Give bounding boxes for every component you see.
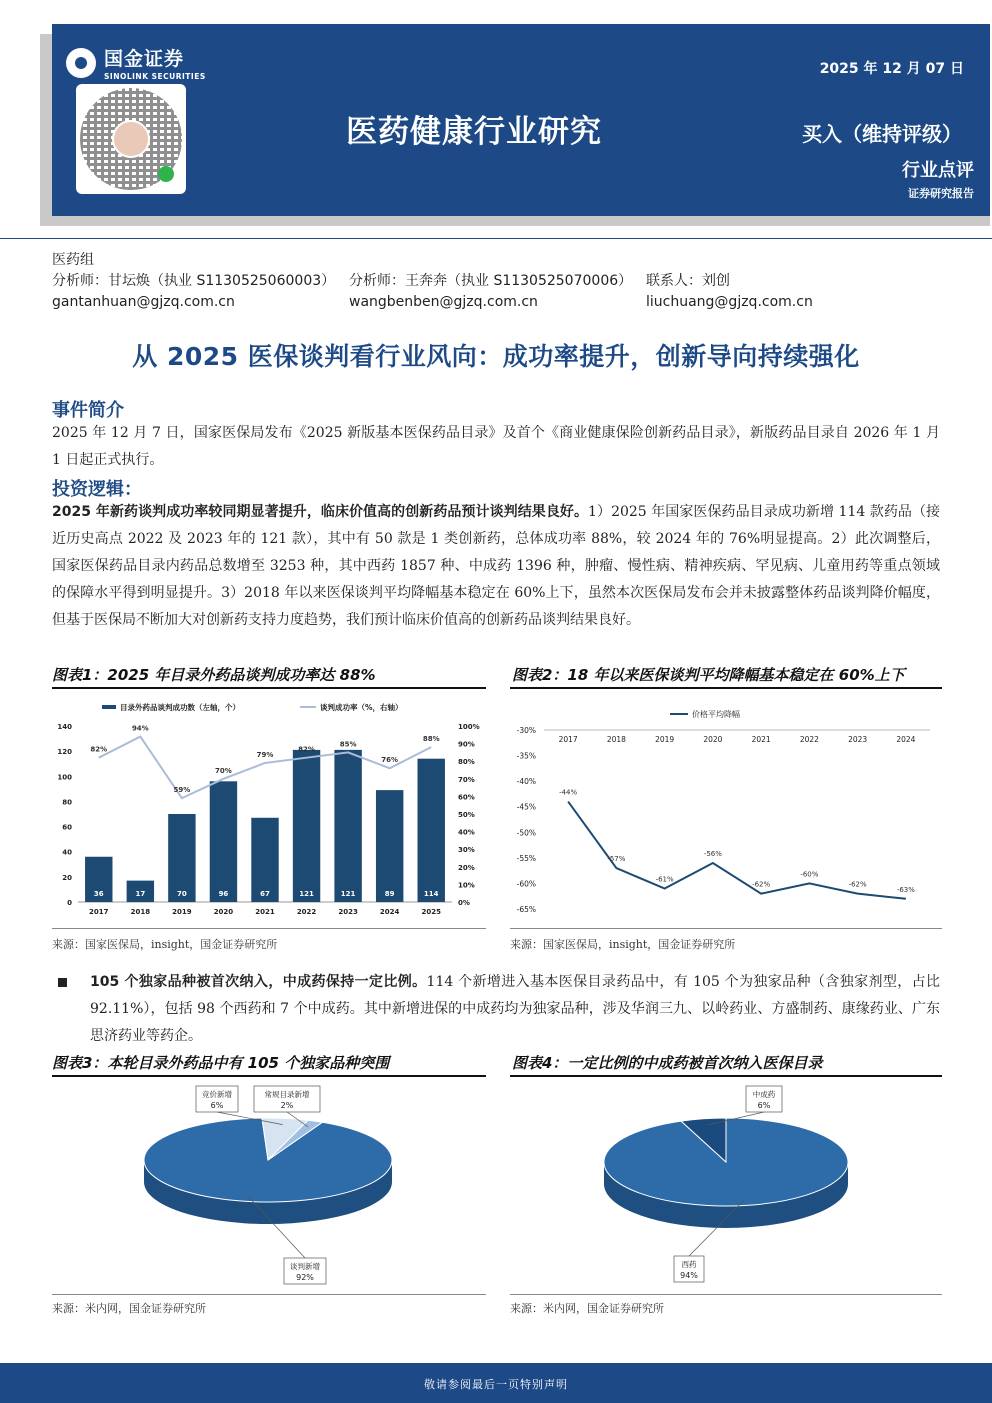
fig1-chart bbox=[52, 696, 486, 922]
footer-bar bbox=[0, 1363, 992, 1403]
bar bbox=[334, 750, 361, 902]
fig3-rule bbox=[52, 1075, 486, 1077]
fig4-rule bbox=[510, 1075, 942, 1077]
bar-value-label: 121 bbox=[340, 890, 356, 898]
pie-label-name: 谈判新增 bbox=[290, 1262, 320, 1271]
bullet-icon bbox=[58, 978, 67, 987]
bar-value-label: 96 bbox=[218, 890, 229, 898]
x-tick-label: 2019 bbox=[655, 735, 675, 744]
pie-label-value: 92% bbox=[296, 1273, 314, 1282]
line-value-label: 59% bbox=[173, 786, 191, 795]
logo-icon bbox=[66, 48, 96, 78]
contact-email[interactable]: liuchuang@gjzq.com.cn bbox=[646, 294, 813, 310]
bar-value-label: 17 bbox=[135, 890, 146, 898]
divider bbox=[0, 238, 992, 239]
bar-value-label: 121 bbox=[299, 890, 314, 898]
line-value-label: 82% bbox=[298, 745, 315, 754]
fig3-source: 来源：米内网，国金证券研究所 bbox=[52, 1302, 206, 1315]
company-logo bbox=[66, 44, 206, 81]
x-tick-label: 2018 bbox=[606, 735, 626, 744]
bar-value-label: 36 bbox=[93, 890, 104, 898]
legend-label-line: 谈判成功率（%，右轴） bbox=[320, 703, 403, 712]
pie-label-name: 竞价新增 bbox=[202, 1090, 232, 1099]
bar bbox=[210, 781, 237, 902]
pie-label-value: 2% bbox=[280, 1101, 294, 1110]
x-tick-label: 2022 bbox=[296, 908, 317, 916]
logic-text: 1）2025 年国家医保药品目录成功新增 114 款药品（接近历史高点 2022 及 2023 年的 121 款），其中有 50 款是 1 类创新药，总体成功率 88%，较 2024 年的 76%明显提高。2）此次调整后，国家医保药品目录内药品总数增至 3253 种，其中西药 1857 种、中成药 1396 种，肿瘤、慢性病、精神疾病、罕见病、儿童用药等重点领域的保障水平得到明显提升。3）2018 年以来医保谈判平均降幅基本稳定在 60%上下，虽然本次医保局发布会并未披露整体药品谈判降价幅度，但基于医保局不断加大对创新药支持力度趋势，我们预计临床价值高的创新药品谈判结果良好。 bbox=[52, 504, 940, 628]
y2-tick-label: 100% bbox=[458, 723, 480, 731]
point-value-label: -62% bbox=[848, 880, 867, 889]
point-value-label: -44% bbox=[559, 788, 578, 797]
point-value-label: -61% bbox=[655, 875, 674, 884]
event-heading: 事件简介 bbox=[52, 400, 124, 421]
footer-disclaimer[interactable]: 敬请参阅最后一页特别声明 bbox=[424, 1378, 568, 1391]
x-tick-label: 2021 bbox=[255, 908, 275, 916]
fig3-title: 图表3：本轮目录外药品中有 105 个独家品种突围 bbox=[52, 1054, 390, 1072]
fig1-title: 图表1：2025 年目录外药品谈判成功率达 88% bbox=[52, 666, 376, 684]
report-subtype: 证券研究报告 bbox=[908, 187, 974, 200]
bar bbox=[168, 814, 195, 902]
line-value-label: 82% bbox=[90, 745, 108, 754]
x-tick-label: 2017 bbox=[89, 908, 109, 916]
fig2-title: 图表2：18 年以来医保谈判平均降幅基本稳定在 60%上下 bbox=[512, 666, 905, 684]
y2-tick-label: 30% bbox=[458, 846, 475, 855]
fig4-chart bbox=[510, 1080, 942, 1290]
bar bbox=[376, 790, 403, 902]
bar bbox=[293, 750, 320, 902]
analyst-1-email[interactable]: gantanhuan@gjzq.com.cn bbox=[52, 294, 235, 310]
x-tick-label: 2021 bbox=[751, 735, 771, 744]
x-tick-label: 2020 bbox=[213, 908, 234, 916]
qr-code-icon bbox=[76, 84, 186, 194]
y-tick-label: -30% bbox=[516, 726, 536, 735]
analyst-1-name: 分析师：甘坛焕（执业 S1130525060003） bbox=[52, 273, 336, 289]
pie-label-value: 94% bbox=[680, 1271, 698, 1280]
fig2-rule bbox=[510, 687, 942, 689]
y-tick-label: 40 bbox=[62, 848, 72, 857]
x-tick-label: 2025 bbox=[421, 908, 441, 916]
report-title: 医药健康行业研究 bbox=[346, 114, 602, 150]
contact-name: 联系人：刘创 bbox=[646, 273, 730, 289]
line-value-label: 70% bbox=[215, 766, 232, 775]
bullet-paragraph bbox=[90, 969, 940, 1050]
y2-tick-label: 70% bbox=[458, 775, 475, 784]
report-type: 行业点评 bbox=[902, 160, 974, 181]
line-value-label: 85% bbox=[339, 740, 357, 749]
y-tick-label: -50% bbox=[516, 828, 536, 838]
x-tick-label: 2024 bbox=[379, 908, 400, 916]
y-tick-label: -60% bbox=[516, 879, 536, 889]
x-tick-label: 2018 bbox=[130, 908, 151, 916]
x-tick-label: 2020 bbox=[703, 735, 723, 744]
line-value-label: 76% bbox=[381, 756, 399, 765]
y-tick-label: 20 bbox=[62, 873, 72, 882]
pie-label-value: 6% bbox=[210, 1101, 224, 1110]
y-tick-label: 120 bbox=[57, 748, 72, 757]
x-tick-label: 2017 bbox=[558, 735, 578, 744]
y2-tick-label: 90% bbox=[458, 740, 475, 749]
point-value-label: -63% bbox=[896, 885, 915, 894]
report-rating: 买入（维持评级） bbox=[802, 122, 962, 146]
event-text: 2025 年 12 月 7 日，国家医保局发布《2025 新版基本医保药品目录》及首个《商业健康保险创新药品目录》，新版药品目录自 2026 年 1 月 1 日起正式执行。 bbox=[52, 425, 940, 468]
y-tick-label: -45% bbox=[516, 802, 536, 812]
fig1-source: 来源：国家医保局，insight，国金证券研究所 bbox=[52, 938, 278, 951]
analyst-2-name: 分析师：王奔奔（执业 S1130525070006） bbox=[349, 273, 633, 289]
logic-heading: 投资逻辑： bbox=[52, 479, 142, 500]
logo-name-cn: 国金证券 bbox=[104, 48, 185, 70]
fig3-bottom-rule bbox=[52, 1294, 486, 1295]
bar bbox=[418, 759, 445, 902]
bar-value-label: 114 bbox=[423, 890, 439, 898]
y-tick-label: 100 bbox=[57, 773, 72, 782]
y-tick-label: 140 bbox=[57, 723, 72, 731]
y-tick-label: -65% bbox=[516, 905, 536, 914]
legend-label-bar: 目录外药品谈判成功数（左轴，个） bbox=[120, 703, 240, 712]
y2-tick-label: 20% bbox=[458, 863, 475, 872]
fig1-bottom-rule bbox=[52, 928, 486, 929]
fig4-source: 来源：米内网，国金证券研究所 bbox=[510, 1302, 664, 1315]
bar-value-label: 70 bbox=[177, 890, 187, 898]
fig4-title: 图表4：一定比例的中成药被首次纳入医保目录 bbox=[512, 1054, 823, 1072]
y2-tick-label: 0% bbox=[458, 899, 470, 907]
y-tick-label: 0 bbox=[67, 899, 72, 907]
rate-line bbox=[99, 737, 431, 799]
pie-label-name: 中成药 bbox=[752, 1090, 776, 1099]
y-tick-label: 80 bbox=[62, 798, 72, 807]
fig1-rule bbox=[52, 687, 486, 689]
analyst-block bbox=[52, 250, 952, 313]
legend-swatch-bar bbox=[102, 705, 116, 709]
y2-tick-label: 80% bbox=[458, 758, 475, 767]
bullet-text: 114 个新增进入基本医保目录药品中，有 105 个为独家品种（含独家剂型，占比 92.11%），包括 98 个西药和 7 个中成药。其中新增进保的中成药均为独家品种，涉及华润三九、以岭药业、方盛制药、康缘药业、广东思济药业等药企。 bbox=[90, 974, 940, 1044]
point-value-label: -56% bbox=[703, 849, 722, 858]
bar-value-label: 89 bbox=[384, 890, 395, 898]
logic-paragraph bbox=[52, 499, 940, 634]
x-tick-label: 2019 bbox=[172, 908, 192, 916]
x-tick-label: 2022 bbox=[799, 735, 819, 744]
headline: 从 2025 医保谈判看行业风向：成功率提升，创新导向持续强化 bbox=[132, 342, 860, 371]
pie-label-name: 常规目录新增 bbox=[264, 1090, 310, 1099]
bullet-lead: 105 个独家品种被首次纳入，中成药保持一定比例。 bbox=[90, 974, 427, 990]
fig2-bottom-rule bbox=[510, 928, 942, 929]
y2-tick-label: 10% bbox=[458, 881, 475, 890]
y-tick-label: -40% bbox=[516, 777, 536, 787]
pie-label-name: 西药 bbox=[681, 1260, 697, 1269]
x-tick-label: 2023 bbox=[848, 735, 868, 744]
y2-tick-label: 60% bbox=[458, 793, 475, 802]
point-value-label: -60% bbox=[800, 870, 819, 879]
point-value-label: -57% bbox=[607, 855, 626, 864]
legend-label: 价格平均降幅 bbox=[692, 710, 740, 719]
fig2-source: 来源：国家医保局，insight，国金证券研究所 bbox=[510, 938, 736, 951]
logo-name-en: SINOLINK SECURITIES bbox=[104, 72, 206, 81]
analyst-2-email[interactable]: wangbenben@gjzq.com.cn bbox=[349, 294, 538, 310]
point-value-label: -62% bbox=[752, 880, 771, 889]
line-value-label: 88% bbox=[422, 735, 440, 744]
y2-tick-label: 40% bbox=[458, 828, 475, 837]
fig3-chart bbox=[52, 1080, 486, 1290]
y-tick-label: 60 bbox=[62, 823, 72, 832]
y-tick-label: -55% bbox=[516, 853, 536, 863]
logic-lead: 2025 年新药谈判成功率较同期显著提升，临床价值高的创新药品预计谈判结果良好。 bbox=[52, 504, 589, 520]
line-value-label: 79% bbox=[256, 750, 274, 759]
x-tick-label: 2023 bbox=[338, 908, 358, 916]
x-tick-label: 2024 bbox=[896, 735, 916, 744]
line-value-label: 94% bbox=[131, 724, 149, 733]
y2-tick-label: 50% bbox=[458, 811, 475, 819]
fig4-bottom-rule bbox=[510, 1294, 942, 1295]
group-name: 医药组 bbox=[52, 252, 94, 268]
report-date: 2025 年 12 月 07 日 bbox=[819, 61, 964, 77]
pie-label-value: 6% bbox=[757, 1101, 771, 1110]
y-tick-label: -35% bbox=[516, 751, 536, 761]
fig2-chart bbox=[510, 696, 942, 922]
bar-value-label: 67 bbox=[260, 890, 270, 898]
